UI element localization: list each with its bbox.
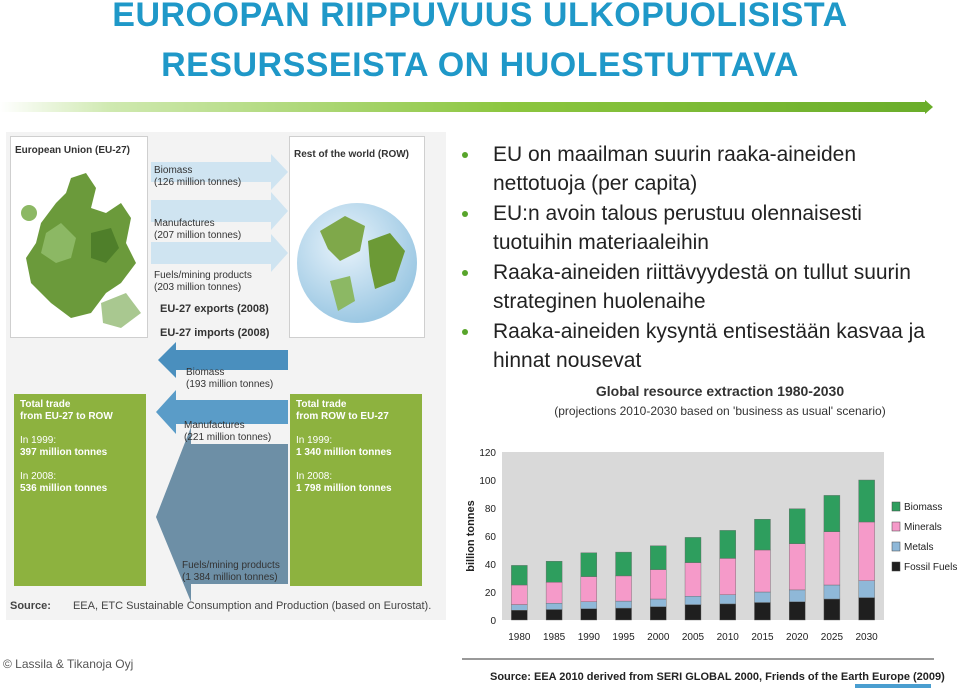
x-tick-label: 1990	[577, 632, 600, 643]
bar-segment	[616, 552, 632, 576]
bar-segment	[754, 603, 770, 621]
legend-swatch	[892, 562, 900, 571]
slide-title-line2: RESURSSEISTA ON HUOLESTUTTAVA	[161, 46, 799, 84]
footer-copyright: © Lassila & Tikanoja Oyj	[3, 657, 134, 671]
bar-segment	[720, 595, 736, 604]
chart-title: Global resource extraction 1980-2030	[595, 383, 845, 399]
y-tick-label: 20	[484, 588, 496, 599]
y-tick-label: 40	[484, 560, 496, 571]
x-tick-label: 2010	[716, 632, 739, 643]
footer-accent-bar	[855, 684, 931, 688]
bar-segment	[616, 608, 632, 620]
bar-segment	[581, 609, 597, 620]
bar-segment	[754, 550, 770, 592]
y-tick-label: 120	[479, 448, 496, 459]
imports-heading: EU-27 imports (2008)	[160, 327, 270, 339]
bar-segment	[546, 582, 562, 603]
bar-segment	[511, 605, 527, 611]
x-tick-label: 1985	[542, 632, 566, 643]
y-tick-label: 60	[484, 532, 496, 543]
bar-segment	[685, 563, 701, 597]
figure-source: Source: EEA, ETC Sustainable Consumption and Production (based on Eurostat).	[10, 600, 432, 612]
legend-swatch	[892, 522, 900, 531]
eu-panel-title: European Union (EU-27)	[15, 145, 131, 156]
bar-segment	[859, 581, 875, 598]
bullet-item: EU:n avoin talous perustuu olennaisesti tuotuihin materiaaleihin	[462, 199, 932, 257]
bar-segment	[824, 495, 840, 531]
bar-segment	[789, 509, 805, 544]
bar-segment	[720, 530, 736, 558]
import-fuels-label: Fuels/mining products (1 384 million tonnes)	[182, 560, 280, 583]
eu-to-row-total-box: Total trade from EU-27 to ROW In 1999: 397 million tonnes In 2008: 536 million tonnes	[14, 394, 146, 586]
x-tick-label: 2015	[751, 632, 774, 643]
bar-segment	[511, 585, 527, 605]
bar-segment	[824, 585, 840, 599]
bar-segment	[859, 598, 875, 620]
bar-segment	[511, 610, 527, 620]
bar-segment	[789, 544, 805, 590]
bar-segment	[546, 561, 562, 582]
bullet-item: Raaka-aineiden kysyntä entisestään kasvaa ja hinnat nousevat	[462, 317, 932, 375]
legend-label: Fossil Fuels	[904, 562, 958, 573]
x-tick-label: 1980	[508, 632, 531, 643]
bar-segment	[511, 565, 527, 585]
x-tick-label: 1995	[612, 632, 635, 643]
x-tick-label: 2020	[786, 632, 809, 643]
bar-segment	[720, 604, 736, 620]
bar-segment	[650, 546, 666, 570]
chart-subtitle: (projections 2010-2030 based on 'business as usual' scenario)	[554, 404, 886, 418]
bar-segment	[789, 590, 805, 602]
x-tick-label: 2025	[820, 632, 844, 643]
bar-segment	[546, 610, 562, 621]
legend-swatch	[892, 542, 900, 551]
bar-segment	[650, 607, 666, 620]
title-divider	[0, 102, 925, 112]
y-tick-label: 0	[490, 616, 496, 627]
import-biomass-label: Biomass (193 million tonnes)	[186, 367, 274, 390]
bar-segment	[616, 601, 632, 608]
legend-label: Metals	[904, 542, 934, 553]
exports-heading: EU-27 exports (2008)	[160, 303, 269, 315]
resource-extraction-chart	[460, 440, 960, 650]
eu-trade-figure	[6, 132, 446, 620]
bullet-dot-icon	[462, 211, 468, 217]
bar-segment	[546, 603, 562, 609]
bullet-dot-icon	[462, 329, 468, 335]
bullet-dot-icon	[462, 152, 468, 158]
bar-segment	[824, 599, 840, 620]
bar-segment	[789, 602, 805, 620]
y-tick-label: 80	[484, 504, 496, 515]
bar-segment	[581, 577, 597, 602]
bar-segment	[754, 519, 770, 550]
bar-segment	[754, 592, 770, 603]
export-biomass-label: Biomass (126 million tonnes)	[154, 165, 242, 188]
chart-source-divider	[462, 658, 934, 660]
chart-source: Source: EEA 2010 derived from SERI GLOBAL 2000, Friends of the Earth Europe (2009)	[490, 671, 945, 683]
y-tick-label: 100	[479, 476, 496, 487]
bullet-item: EU on maailman suurin raaka-aineiden nettotuoja (per capita)	[462, 140, 932, 198]
bar-segment	[685, 596, 701, 604]
divider-arrow-tip	[925, 100, 933, 114]
bullet-list	[462, 140, 932, 376]
bar-segment	[650, 599, 666, 607]
x-tick-label: 2030	[855, 632, 878, 643]
row-panel-title: Rest of the world (ROW)	[294, 149, 409, 160]
y-axis-label: billion tonnes	[465, 500, 477, 572]
bar-segment	[859, 480, 875, 522]
bar-segment	[685, 537, 701, 562]
row-to-eu-total-box: Total trade from ROW to EU-27 In 1999: 1 340 million tonnes In 2008: 1 798 million tonnes	[290, 394, 422, 586]
bar-segment	[616, 576, 632, 601]
bar-segment	[824, 532, 840, 585]
bullet-item: Raaka-aineiden riittävyydestä on tullut suurin strateginen huolenaihe	[462, 258, 932, 316]
import-manufactures-label: Manufactures (221 million tonnes)	[184, 420, 272, 443]
export-manufactures-label: Manufactures (207 million tonnes)	[154, 218, 242, 241]
bar-segment	[581, 553, 597, 577]
bullet-dot-icon	[462, 270, 468, 276]
legend-label: Biomass	[904, 502, 943, 513]
x-tick-label: 2000	[647, 632, 670, 643]
bar-segment	[581, 602, 597, 609]
slide-title-line1: EUROOPAN RIIPPUVUUS ULKOPUOLISISTA	[112, 0, 848, 34]
bar-segment	[720, 558, 736, 594]
bar-segment	[685, 605, 701, 620]
bar-segment	[650, 570, 666, 599]
bar-segment	[859, 522, 875, 581]
export-fuels-label: Fuels/mining products (203 million tonnes)	[154, 270, 252, 293]
x-tick-label: 2005	[681, 632, 705, 643]
legend-swatch	[892, 502, 900, 511]
legend-label: Minerals	[904, 522, 942, 533]
